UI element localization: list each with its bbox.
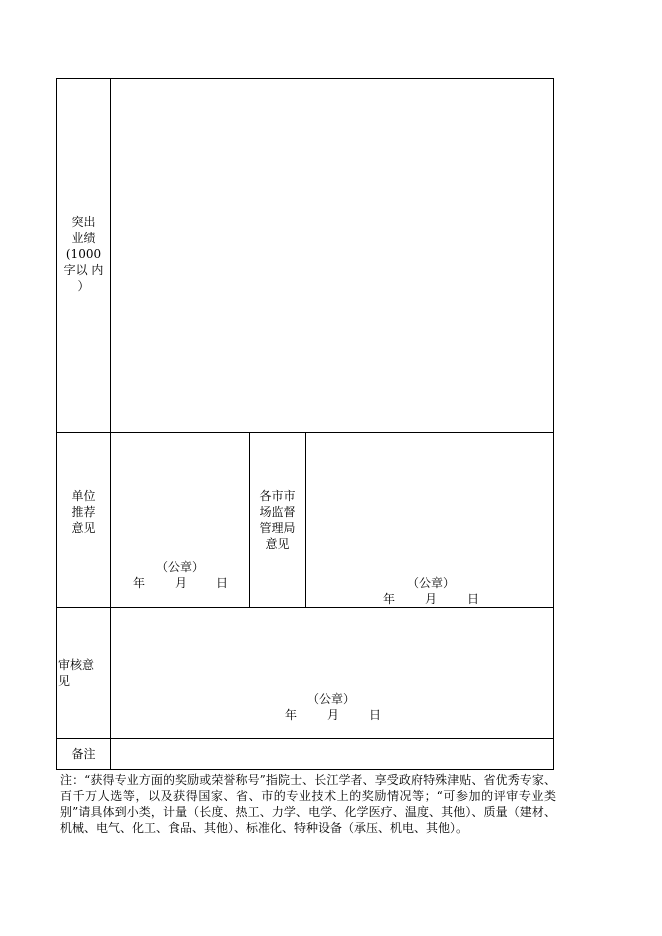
table-border-right (553, 78, 554, 770)
year-label: 年 (133, 576, 146, 590)
table-border-bottom (56, 769, 554, 770)
unit-recommendation-label: 单位 推荐 意见 (71, 489, 96, 535)
footnote: 注：“获得专业方面的奖励或荣誉称号”指院士、长江学者、享受政府特殊津贴、省优秀专家、百千万人选等，以及获得国家、省、市的专业技术上的奖励情况等；“可参加的评审专业类别”请具体到小类，计量（长度、热工、力学、电学、化学医疗、温度、其他）、质量（建材、机械、电气、化工、食品、其他）、标准化、特种设备（承压、机电、其他）。 (60, 773, 556, 835)
unit-date-line (133, 575, 228, 591)
table-border-left (56, 78, 57, 770)
day-label: 日 (216, 576, 229, 590)
day-label: 日 (369, 708, 382, 722)
year-label: 年 (285, 708, 298, 722)
achievements-content-cell[interactable] (111, 79, 553, 432)
unit-seal-label: （公章） (155, 560, 204, 574)
month-label: 月 (425, 592, 438, 606)
month-label: 月 (327, 708, 340, 722)
review-seal-label: （公章） (306, 692, 355, 706)
bureau-seal-label: （公章） (406, 576, 455, 590)
day-label: 日 (467, 592, 480, 606)
application-form-table (56, 78, 554, 770)
year-label: 年 (383, 592, 396, 606)
month-label: 月 (175, 576, 188, 590)
achievements-label: 突出 业绩 (1000 字以 内 ） (63, 215, 104, 293)
review-date-line (285, 707, 381, 723)
remarks-cell[interactable] (111, 739, 553, 769)
bureau-date-line (383, 591, 479, 607)
remarks-label: 备注 (71, 747, 96, 761)
review-label: 审核意 见 (58, 658, 95, 688)
city-bureau-label: 各市市 场监督 管理局 意见 (259, 489, 296, 551)
